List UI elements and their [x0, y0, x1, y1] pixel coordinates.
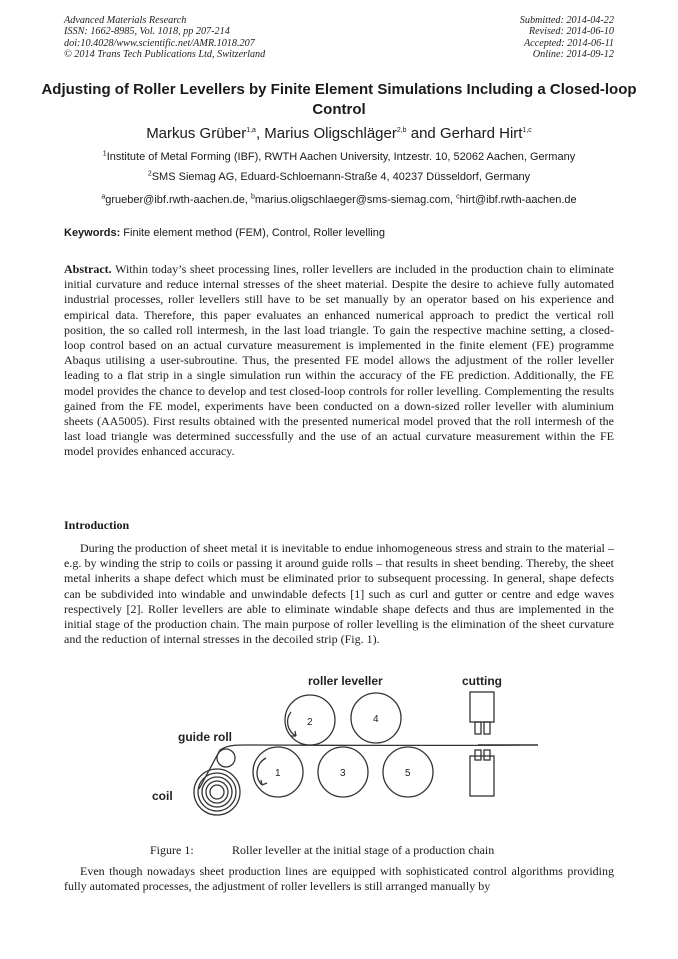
abstract-label: Abstract. — [64, 262, 112, 276]
author-2-sup: 2,b — [396, 127, 407, 134]
label-cutting: cutting — [462, 674, 502, 688]
submitted-date: Submitted: 2014-04-22 — [519, 15, 614, 26]
introduction-paragraph-2: Even though nowadays sheet production lines are equipped with sophisticated control algorithms providing fully automated processes, the adjustment of roller levellers is still arranged manually by — [64, 864, 614, 894]
label-roller-leveller: roller leveller — [308, 674, 383, 688]
label-coil: coil — [152, 789, 173, 803]
abstract-text: Within today’s sheet processing lines, roller levellers are included in the production chain to eliminate initial curvature and reduce internal stresses of the sheet material. Despite the desire to achieve fully automated industrial processes, roller levellers still have to be set manually by an operator based on his experience and empirical data. Therefore, this paper evaluates an enhanced numerical approach to predict the vertical roll position, the so called roll intermesh, in the last load triangle. To gain the respective machine setting, a closed-loop control based on an actual curvature measurement is implemented in the finite element (FE) programme Abaqus utilising a user-subroutine. Thus, the presented FE model allows the adjustment of the roller leveller leading to a flat strip in a single simulation run within the accuracy of the FE prediction. Additionally, the FE model provides the chance to develop and test closed-loop controls for roller levelling. Complementing the results gained from the FE model, experiments have been conducted on a down-sized roller leveller with aluminium sheets (AA5005). First results obtained with the presented numerical model proved that the roll intermesh of the last load triangle was determined successfully and the use of an actual curvature measurement within the FE model provides enhanced accuracy. — [64, 262, 614, 459]
cutting-unit-icon — [470, 692, 494, 796]
accepted-date: Accepted: 2014-06-11 — [523, 37, 614, 49]
figure-caption-text: Roller leveller at the initial stage of a production chain — [232, 843, 495, 857]
author-3-sup: 1,c — [522, 127, 532, 134]
email-a: grueber@ibf.rwth-aachen.de, — [105, 194, 251, 206]
online-date: Online: 2014-09-12 — [532, 48, 614, 60]
roll-2-number: 2 — [307, 717, 313, 728]
journal-name: Advanced Materials Research — [64, 15, 187, 26]
author-3: and Gerhard Hirt — [406, 125, 523, 142]
figure-caption-label: Figure 1: — [150, 843, 194, 857]
affiliation-1-sup: 1 — [102, 150, 107, 158]
keywords-label: Keywords: — [64, 227, 121, 239]
affiliation-2-sup: 2 — [147, 170, 152, 178]
email-c: hirt@ibf.rwth-aachen.de — [459, 194, 577, 206]
roll-3-number: 3 — [340, 768, 346, 779]
author-1-sup: 1,a — [246, 127, 256, 134]
email-b: marius.oligschlaeger@sms-siemag.com, — [254, 194, 457, 206]
coil-icon — [194, 769, 240, 815]
doi-line: doi:10.4028/www.scientific.net/AMR.1018.207 — [64, 37, 255, 49]
affiliation-2-text: SMS Siemag AG, Eduard-Schloemann-Straße 4, 40237 Düsseldorf, Germany — [151, 171, 531, 183]
revised-date: Revised: 2014-06-10 — [528, 26, 614, 38]
email-c-sup: c — [456, 193, 460, 201]
roll-1-number: 1 — [275, 768, 281, 779]
sheet-strip — [199, 745, 520, 789]
paper-title: Adjusting of Roller Levellers by Finite Element Simulations Including a Closed-loop Control — [41, 81, 637, 118]
author-2: , Marius Oligschläger — [255, 125, 397, 142]
roll-5-number: 5 — [405, 768, 411, 779]
copyright-line: © 2014 Trans Tech Publications Ltd, Switzerland — [64, 48, 266, 60]
email-a-sup: a — [101, 193, 106, 201]
keywords-text: Finite element method (FEM), Control, Roller levelling — [120, 227, 385, 239]
author-1: Markus Grüber — [146, 125, 247, 142]
label-guide-roll: guide roll — [178, 730, 232, 744]
email-b-sup: b — [250, 193, 255, 201]
issn-line: ISSN: 1662-8985, Vol. 1018, pp 207-214 — [64, 26, 230, 38]
introduction-paragraph-1: During the production of sheet metal it is inevitable to endue inhomogeneous stress and strain to the material – e.g. by winding the strip to coils or passing it around guide rolls – that results in sheet bending. Thereby, the sheet metal inherits a shape defect which must be eliminated prior to subsequent processing. In general, shape defects can be subdivided into windable and unwindable defects [1] such as curl and gutter or centre and edge waves respectively [2]. Roller levellers are able to eliminate windable shape defects and thus are implemented in the initial stage of the production chain. The main purpose of roller levelling is the elimination of the sheet curvature and the reduction of internal stresses in the decoiled strip (Fig. 1). — [64, 541, 614, 647]
introduction-heading: Introduction — [64, 518, 130, 532]
roll-4-number: 4 — [373, 714, 379, 725]
affiliation-1-text: Institute of Metal Forming (IBF), RWTH Aachen University, Intzestr. 10, 52062 Aachen, Germany — [106, 151, 576, 163]
